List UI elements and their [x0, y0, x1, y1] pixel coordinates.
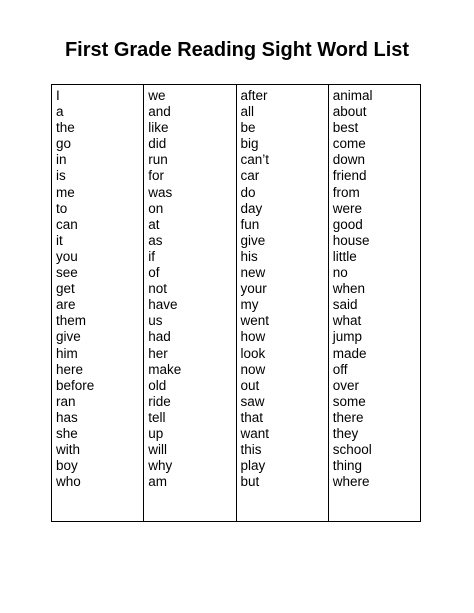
sight-word: school [332, 442, 372, 458]
sight-word: has [56, 409, 78, 425]
sight-word: will [148, 442, 167, 458]
sight-word: in [56, 152, 67, 168]
sight-word: with [56, 442, 81, 458]
sight-word: me [56, 184, 75, 200]
word-column-2 [144, 85, 236, 521]
sight-word: his [240, 248, 258, 264]
sight-word: of [148, 265, 160, 281]
sight-word: am [148, 474, 168, 490]
sight-word: fun [240, 216, 260, 232]
sight-word: her [148, 345, 168, 361]
sight-word: were [332, 200, 363, 216]
sight-word: down [332, 152, 366, 168]
sight-word: like [148, 120, 169, 136]
sight-word: little [332, 248, 357, 264]
sight-word: my [240, 297, 259, 313]
sight-word: if [148, 248, 155, 264]
sight-word: day [240, 200, 263, 216]
sight-word: on [148, 200, 164, 216]
sight-word: come [332, 136, 366, 152]
sight-word: new [240, 265, 266, 281]
sight-word: are [56, 297, 76, 313]
sight-word-table [51, 84, 421, 522]
sight-word: give [240, 232, 266, 248]
sight-word: best [332, 120, 359, 136]
sight-word: jump [332, 329, 363, 345]
sight-word: about [332, 104, 367, 120]
sight-word: big [240, 136, 259, 152]
sight-word: boy [56, 458, 78, 474]
sight-word: no [332, 265, 348, 281]
sight-word: can’t [240, 152, 270, 168]
sight-word: be [240, 120, 256, 136]
sight-word: but [240, 474, 260, 490]
sight-word: had [148, 329, 171, 345]
sight-word: and [148, 104, 171, 120]
sight-word: ride [148, 393, 171, 409]
sight-word: us [148, 313, 163, 329]
sight-word: did [148, 136, 167, 152]
sight-word: do [240, 184, 256, 200]
sight-word: is [56, 168, 66, 184]
sight-word: over [332, 377, 360, 393]
sight-word: friend [332, 168, 367, 184]
sight-word: look [240, 345, 266, 361]
sight-word: off [332, 361, 348, 377]
sight-word: they [332, 425, 359, 441]
sight-word: after [240, 88, 268, 103]
sight-word: I [56, 88, 60, 103]
sight-word: that [240, 409, 264, 425]
sight-word: run [148, 152, 168, 168]
sight-word: when [332, 281, 366, 297]
sight-word: how [240, 329, 266, 345]
sight-word: him [56, 345, 78, 361]
sight-word: she [56, 425, 78, 441]
sight-word: them [56, 313, 87, 329]
sight-word: play [240, 458, 266, 474]
sight-word: house [332, 232, 370, 248]
sight-word: can [56, 216, 78, 232]
sight-word: at [148, 216, 160, 232]
sight-word: there [332, 409, 364, 425]
sight-word: thing [332, 458, 363, 474]
sight-word: was [148, 184, 173, 200]
sight-word: go [56, 136, 72, 152]
sight-word: we [148, 88, 166, 103]
word-column-3 [237, 85, 329, 521]
sight-word: for [148, 168, 165, 184]
page-title: First Grade Reading Sight Word List [64, 39, 410, 61]
sight-word: animal [332, 88, 373, 103]
sight-word: out [240, 377, 260, 393]
sight-word: here [56, 361, 84, 377]
sight-word: all [240, 104, 255, 120]
sight-word: why [148, 458, 173, 474]
word-column-1 [52, 85, 144, 521]
sight-word: not [148, 281, 168, 297]
sight-word: you [56, 248, 78, 264]
sight-word: from [332, 184, 360, 200]
sight-word: up [148, 425, 164, 441]
sight-word: see [56, 265, 78, 281]
sight-word: this [240, 442, 262, 458]
sight-word: now [240, 361, 266, 377]
sight-word: make [148, 361, 182, 377]
sight-word: where [332, 474, 370, 490]
sight-word: get [56, 281, 75, 297]
sight-word: who [56, 474, 81, 490]
sight-word: saw [240, 393, 265, 409]
sight-word: before [56, 377, 95, 393]
sight-word: have [148, 297, 178, 313]
sight-word: went [240, 313, 270, 329]
sight-word: give [56, 329, 81, 345]
sight-word: some [332, 393, 366, 409]
sight-word: a [56, 104, 64, 120]
sight-word: car [240, 168, 260, 184]
sight-word: made [332, 345, 367, 361]
sight-word: it [56, 232, 63, 248]
sight-word: want [240, 425, 270, 441]
sight-word: tell [148, 409, 166, 425]
sight-word: your [240, 281, 267, 297]
sight-word: as [148, 232, 163, 248]
sight-word: good [332, 216, 363, 232]
sight-word: what [332, 313, 362, 329]
sight-word: old [148, 377, 167, 393]
sight-word: the [56, 120, 75, 136]
sight-word: to [56, 200, 68, 216]
sight-word: said [332, 297, 358, 313]
word-column-4 [329, 85, 420, 521]
sight-word: ran [56, 393, 76, 409]
